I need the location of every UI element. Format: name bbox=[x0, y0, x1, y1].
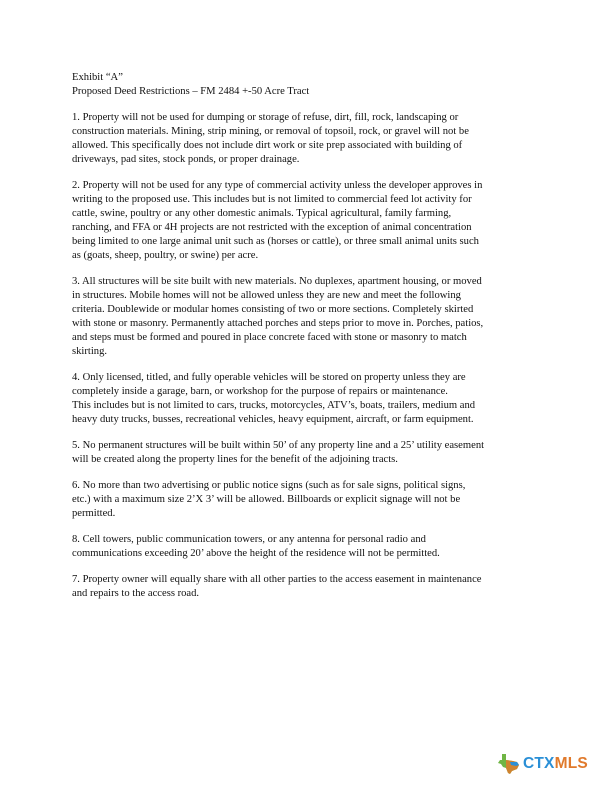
paragraph-line: completely inside a garage, barn, or workshop for the purpose of repairs or maintenance. bbox=[72, 386, 448, 397]
paragraph-line: etc.) with a maximum size 2’X 3’ will be allowed. Billboards or explicit signage will not be bbox=[72, 494, 461, 505]
paragraph-line: permitted. bbox=[72, 508, 116, 519]
paragraph-line: 7. Property owner will equally share with all other parties to the access easement in maintenance bbox=[72, 574, 482, 585]
paragraph-line: with stone or masonry. Permanently attached porches and steps prior to move in. Porches, patios, bbox=[72, 318, 484, 329]
paragraph-line: as (goats, sheep, poultry, or swine) per acre. bbox=[72, 250, 259, 261]
restrictions-list bbox=[72, 111, 540, 601]
document-header bbox=[72, 71, 540, 99]
paragraph-line: driveways, pad sites, stock ponds, or proper drainage. bbox=[72, 154, 300, 165]
restriction-paragraph bbox=[72, 479, 540, 521]
paragraph-line: 4. Only licensed, titled, and fully operable vehicles will be stored on property unless they are bbox=[72, 372, 466, 383]
paragraph-line: ranching, and FFA or 4H projects are not restricted with the exception of animal concentration bbox=[72, 222, 472, 233]
paragraph-line: 6. No more than two advertising or public notice signs (such as for sale signs, political signs, bbox=[72, 480, 466, 491]
paragraph-line: being limited to one large animal unit such as (horses or cattle), or three small animal units such bbox=[72, 236, 479, 247]
restriction-paragraph bbox=[72, 439, 540, 467]
logo-ctx-text: CTX bbox=[523, 755, 555, 772]
paragraph-line: 5. No permanent structures will be built within 50’ of any property line and a 25’ utility easement bbox=[72, 440, 485, 451]
exhibit-title: Exhibit “A” bbox=[72, 72, 123, 83]
paragraph-line: 2. Property will not be used for any type of commercial activity unless the developer approves in bbox=[72, 180, 483, 191]
paragraph-line: in structures. Mobile homes will not be allowed unless they are new and meet the following bbox=[72, 290, 461, 301]
paragraph-line: and steps must be formed and poured in place concrete faced with stone or masonry to match bbox=[72, 332, 467, 343]
ctxmls-logo bbox=[497, 753, 588, 775]
restriction-paragraph bbox=[72, 573, 540, 601]
restriction-paragraph bbox=[72, 111, 540, 167]
logo-wordmark bbox=[523, 753, 588, 775]
logo-mls-text: MLS bbox=[554, 755, 588, 772]
paragraph-line: 8. Cell towers, public communication towers, or any antenna for personal radio and bbox=[72, 534, 426, 545]
restriction-paragraph bbox=[72, 533, 540, 561]
restriction-paragraph bbox=[72, 371, 540, 427]
paragraph-line: criteria. Doublewide or modular homes consisting of two or more sections. Completely skirted bbox=[72, 304, 474, 315]
paragraph-line: 3. All structures will be site built with new materials. No duplexes, apartment housing, or moved bbox=[72, 276, 482, 287]
paragraph-line: allowed. This specifically does not include dirt work or site prep associated with building of bbox=[72, 140, 463, 151]
restriction-paragraph bbox=[72, 179, 540, 263]
paragraph-line: heavy duty trucks, busses, recreational vehicles, heavy equipment, aircraft, or farm equipment. bbox=[72, 414, 474, 425]
paragraph-line: will be created along the property lines for the benefit of the adjoining tracts. bbox=[72, 454, 398, 465]
texas-state-icon bbox=[497, 753, 521, 775]
document-subtitle: Proposed Deed Restrictions – FM 2484 +-50 Acre Tract bbox=[72, 86, 310, 97]
paragraph-line: skirting. bbox=[72, 346, 108, 357]
paragraph-line: communications exceeding 20’ above the height of the residence will not be permitted. bbox=[72, 548, 440, 559]
paragraph-line: This includes but is not limited to cars, trucks, motorcycles, ATV’s, boats, trailers, medium and bbox=[72, 400, 476, 411]
restriction-paragraph bbox=[72, 275, 540, 359]
paragraph-line: 1. Property will not be used for dumping or storage of refuse, dirt, fill, rock, landscaping or bbox=[72, 112, 459, 123]
paragraph-line: and repairs to the access road. bbox=[72, 588, 200, 599]
paragraph-line: construction materials. Mining, strip mining, or removal of topsoil, rock, or gravel will not be bbox=[72, 126, 469, 137]
paragraph-line: writing to the proposed use. This includes but is not limited to commercial feed lot activity for bbox=[72, 194, 472, 205]
document-body bbox=[72, 71, 540, 613]
paragraph-line: cattle, swine, poultry or any other domestic animals. Typical agricultural, family farming, bbox=[72, 208, 452, 219]
